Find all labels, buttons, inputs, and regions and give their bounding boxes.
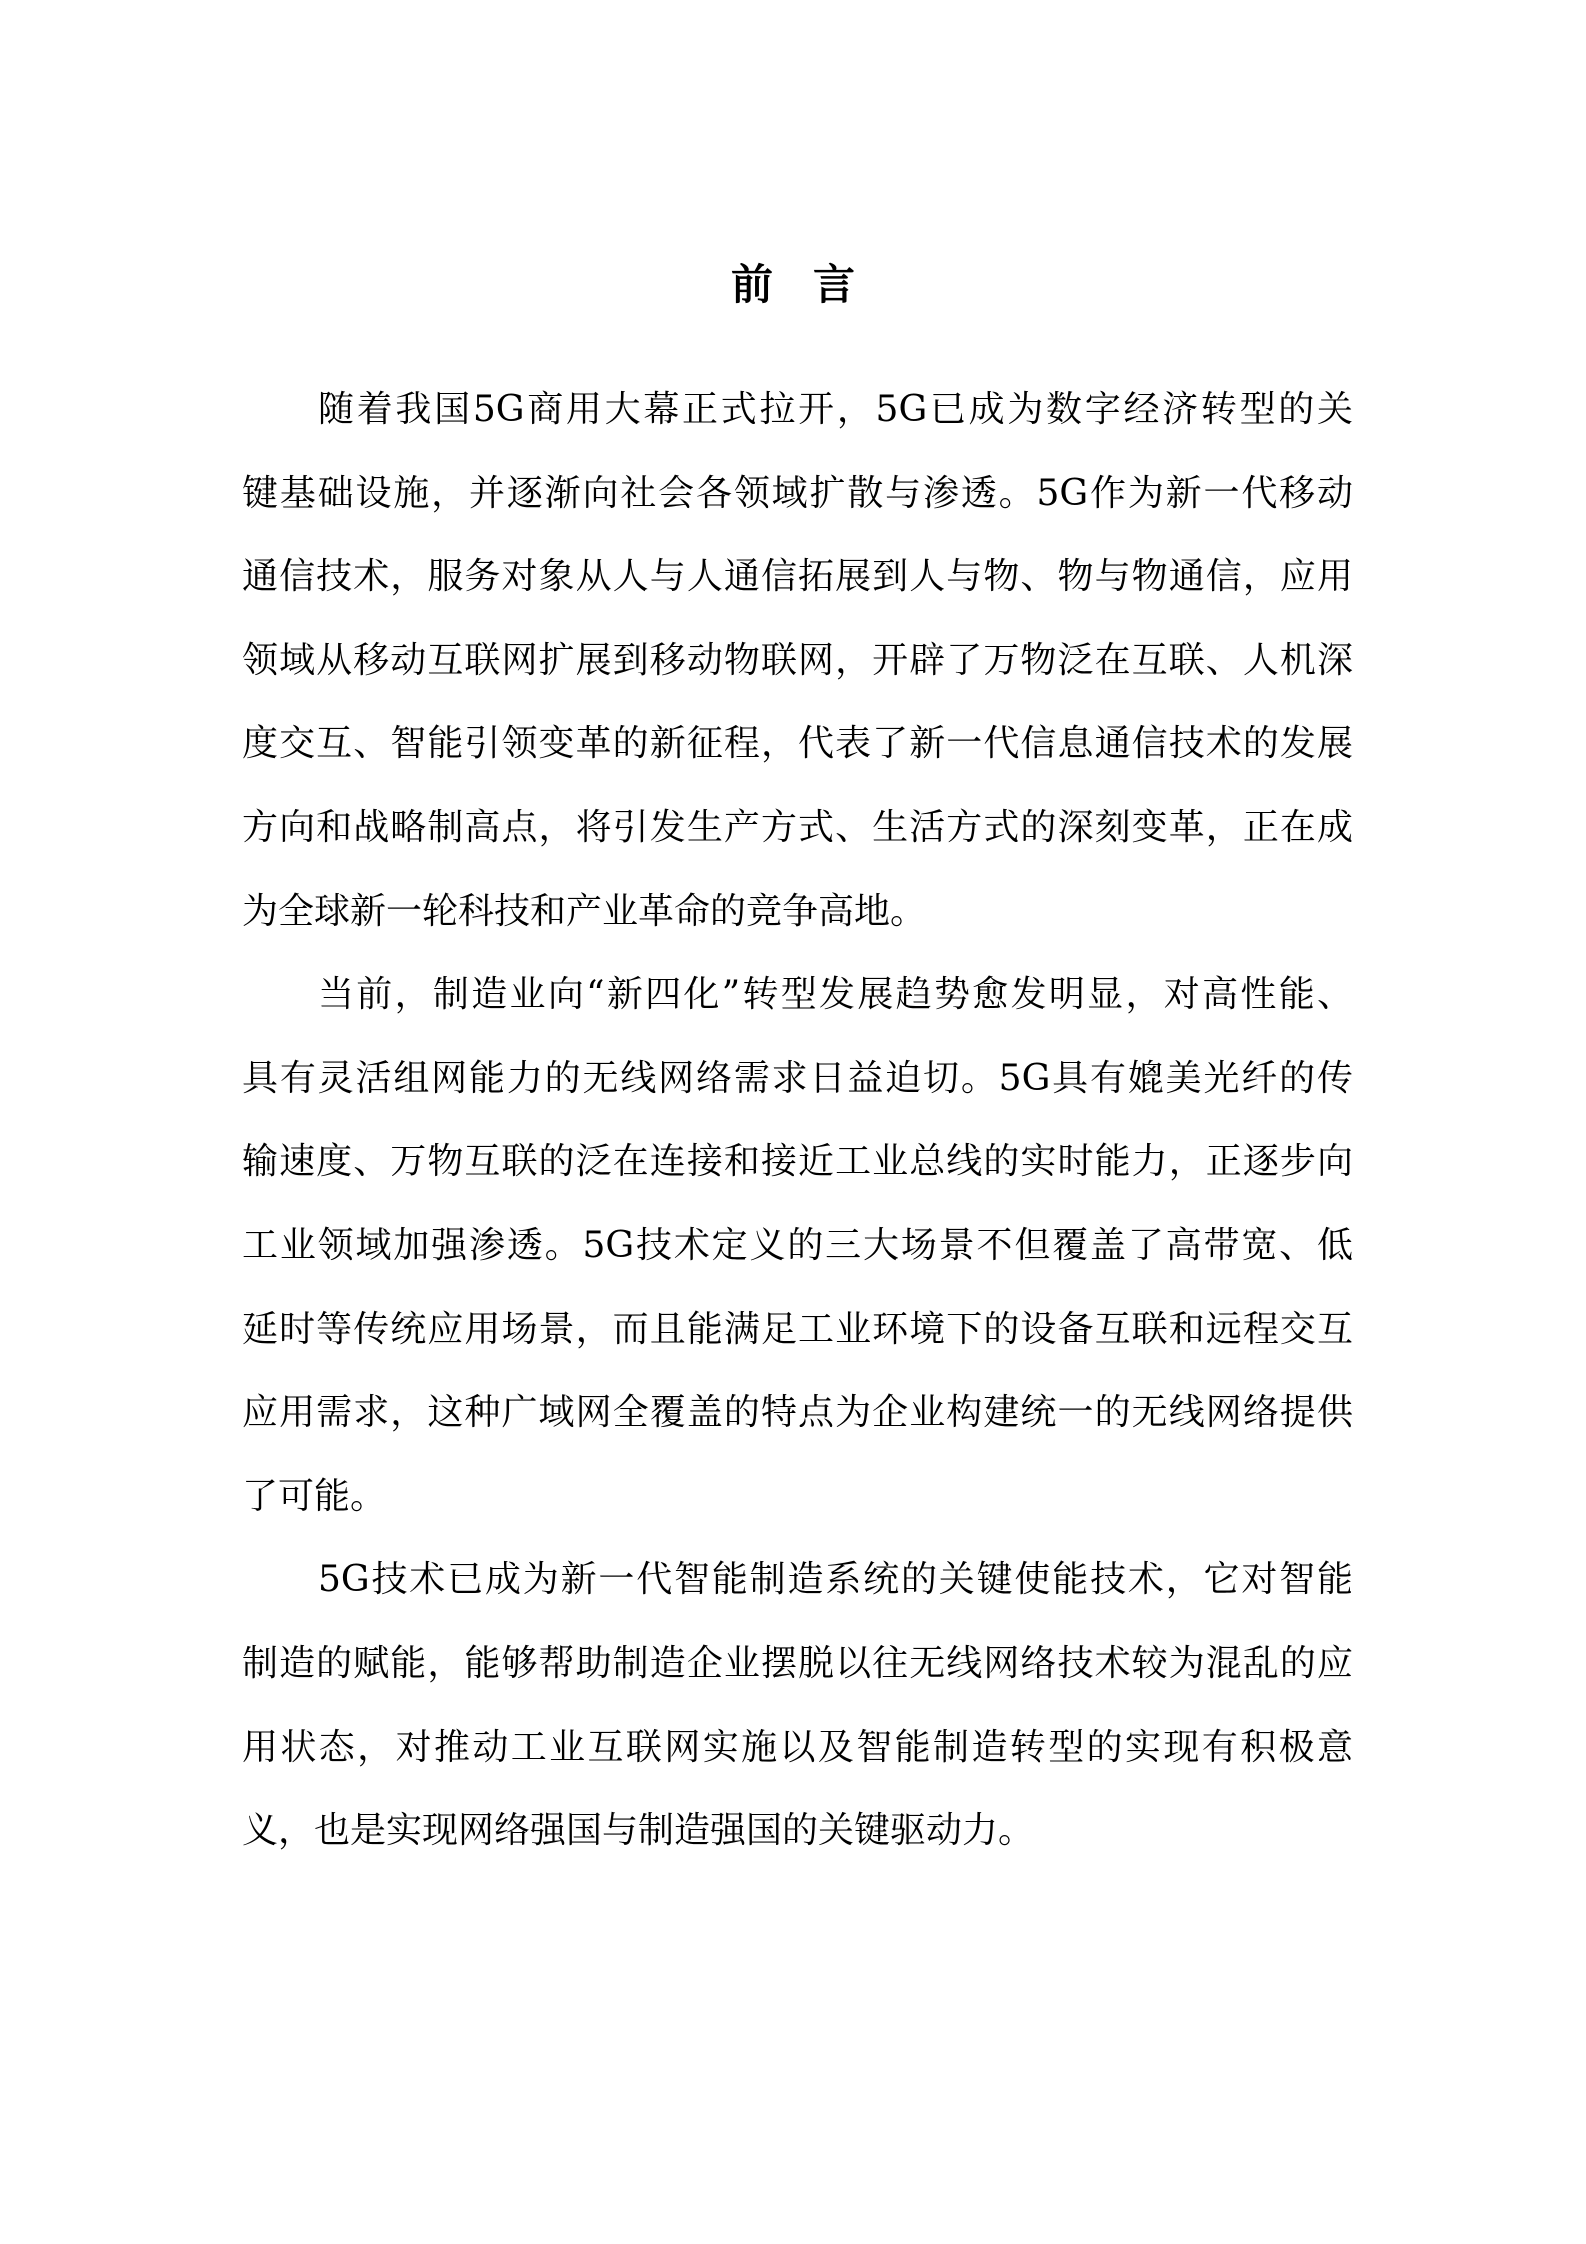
paragraph-line: 工业领域加强渗透。5G技术定义的三大场景不但覆盖了高带宽、低 (242, 1224, 1353, 1266)
paragraph-line: 具有灵活组网能力的无线网络需求日益迫切。5G具有媲美光纤的传 (242, 1057, 1353, 1099)
paragraph-line: 了可能。 (242, 1475, 387, 1517)
paragraph-line: 延时等传统应用场景，而且能满足工业环境下的设备互联和远程交互 (242, 1308, 1353, 1350)
page-title: 前言 (730, 260, 895, 309)
paragraph-line: 5G技术已成为新一代智能制造系统的关键使能技术，它对智能 (318, 1559, 1353, 1601)
paragraph-line: 制造的赋能，能够帮助制造企业摆脱以往无线网络技术较为混乱的应 (242, 1642, 1353, 1684)
paragraph (242, 953, 1353, 1538)
paragraph-line: 输速度、万物互联的泛在连接和接近工业总线的实时能力，正逐步向 (242, 1141, 1353, 1183)
paragraph-line: 键基础设施，并逐渐向社会各领域扩散与渗透。5G作为新一代移动 (242, 472, 1353, 514)
paragraph-line: 为全球新一轮科技和产业革命的竞争高地。 (242, 890, 927, 932)
paragraph-line: 用状态，对推动工业互联网实施以及智能制造转型的实现有积极意 (242, 1726, 1353, 1768)
paragraph-line: 应用需求，这种广域网全覆盖的特点为企业构建统一的无线网络提供 (242, 1392, 1353, 1434)
document-body (242, 368, 1353, 1873)
paragraph-line: 方向和战略制高点，将引发生产方式、生活方式的深刻变革，正在成 (242, 806, 1353, 848)
paragraph-line: 度交互、智能引领变革的新征程，代表了新一代信息通信技术的发展 (242, 723, 1353, 765)
paragraph-line: 随着我国5G商用大幕正式拉开，5G已成为数字经济转型的关 (318, 389, 1353, 430)
paragraph-line: 当前，制造业向“新四化”转型发展趋势愈发明显，对高性能、 (318, 974, 1353, 1016)
paragraph-line: 义，也是实现网络强国与制造强国的关键驱动力。 (242, 1810, 1035, 1852)
paragraph (242, 368, 1353, 953)
paragraph (242, 1538, 1353, 1872)
paragraph-line: 领域从移动互联网扩展到移动物联网，开辟了万物泛在互联、人机深 (242, 639, 1353, 681)
paragraph-line: 通信技术，服务对象从人与人通信拓展到人与物、物与物通信，应用 (242, 556, 1353, 598)
